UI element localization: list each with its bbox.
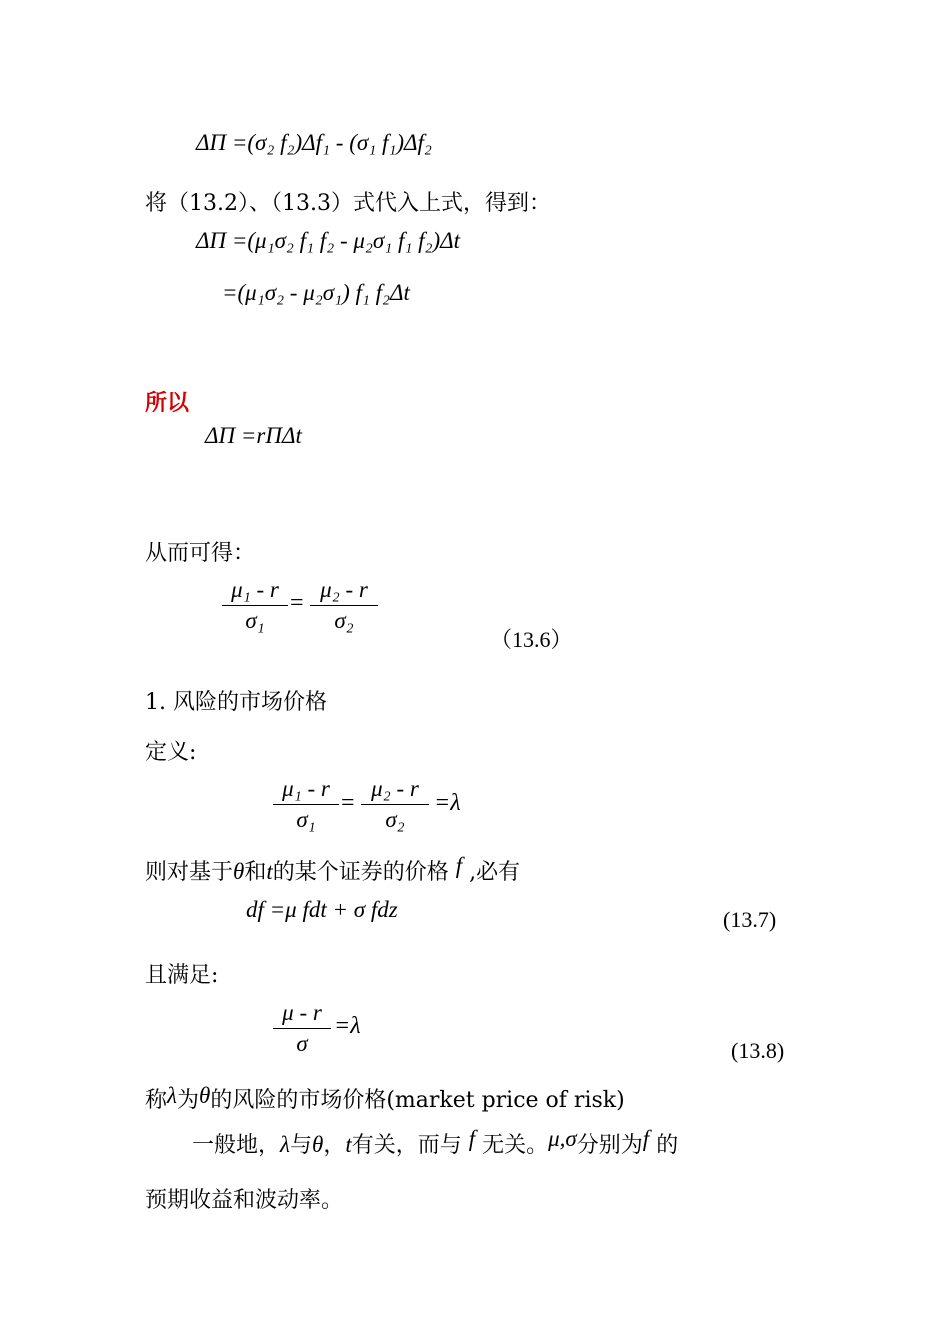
text-hence: 从而可得：	[145, 541, 256, 566]
section-title-market-price-of-risk: 1. 风险的市场价格	[145, 690, 327, 715]
text-general-statement: 一般地，λ与θ，t有关，而与 f 无关。μ,σ分别为f 的	[192, 1126, 679, 1158]
equation-substituted-line2: =(μ₁σ₂ - μ₂σ₁) f₁ f₂Δt	[222, 280, 410, 305]
equation-number-13-7: (13.7)	[723, 907, 777, 932]
def-fraction-right	[361, 776, 429, 833]
text-definition: 定义:	[145, 740, 197, 765]
eq-13-6-numerator-left: μ₁ - r	[231, 577, 279, 602]
eq-13-6-denominator-left: σ₁	[245, 608, 265, 633]
def-fraction-left	[273, 776, 339, 833]
def-denominator-right: σ₂	[385, 807, 405, 832]
equation-number-13-6: （13.6）	[490, 627, 573, 652]
def-equals: =	[341, 790, 355, 816]
def-numerator-right: μ₂ - r	[371, 776, 419, 801]
text-satisfy: 且满足:	[145, 963, 219, 988]
eq-13-6-numerator-right: μ₂ - r	[320, 577, 368, 602]
def-denominator-left: σ₁	[296, 807, 316, 832]
t-symbol: t	[345, 1132, 352, 1157]
f-symbol: f	[455, 853, 463, 878]
mu-sigma-symbols: μ,σ	[548, 1126, 577, 1151]
theta-symbol: θ	[233, 859, 245, 884]
theta-symbol: θ	[312, 1132, 324, 1157]
lambda-symbol: λ	[280, 1132, 290, 1157]
text-security-price: 则对基于θ和t的某个证券的价格 f ,必有	[145, 853, 521, 885]
eq-13-8-numerator: μ - r	[282, 1000, 322, 1025]
eq-13-6-fraction-right	[310, 577, 378, 634]
lambda-symbol: λ	[167, 1083, 177, 1108]
eq-13-6-denominator-right: σ₂	[334, 608, 354, 633]
def-numerator-left: μ₁ - r	[282, 776, 330, 801]
eq-13-6-fraction-left	[222, 577, 288, 634]
equation-substituted-line1: ΔΠ =(μ₁σ₂ f₁ f₂ - μ₂σ₁ f₁ f₂)Δt	[196, 228, 461, 253]
theta-symbol: θ	[199, 1083, 211, 1108]
equation-number-13-8: (13.8)	[731, 1038, 785, 1063]
text-substitute: 将（13.2）、（13.3）式代入上式，得到：	[145, 191, 551, 216]
text-general-continuation: 预期收益和波动率。	[145, 1188, 344, 1213]
text-call-market-price: 称λ为θ的风险的市场价格(market price of risk)	[145, 1083, 625, 1113]
eq-13-8-equals-lambda: =λ	[334, 1013, 361, 1039]
text-therefore: 所以	[145, 390, 190, 416]
eq-13-6-equals: =	[290, 590, 304, 616]
eq-13-8-denominator: σ	[296, 1031, 308, 1056]
def-equals-lambda: =λ	[434, 790, 461, 816]
f-symbol: f	[642, 1126, 650, 1151]
f-symbol: f	[468, 1126, 476, 1151]
equation-13-7: df =μ fdt + σ fdz	[246, 897, 398, 922]
equation-portfolio-change: ΔΠ =(σ₂ f₂)Δf₁ - (σ₁ f₁)Δf₂	[196, 130, 432, 155]
eq-13-8-fraction	[273, 1000, 331, 1057]
equation-riskless-return: ΔΠ =rΠΔt	[205, 423, 302, 448]
t-symbol: t	[266, 859, 273, 884]
